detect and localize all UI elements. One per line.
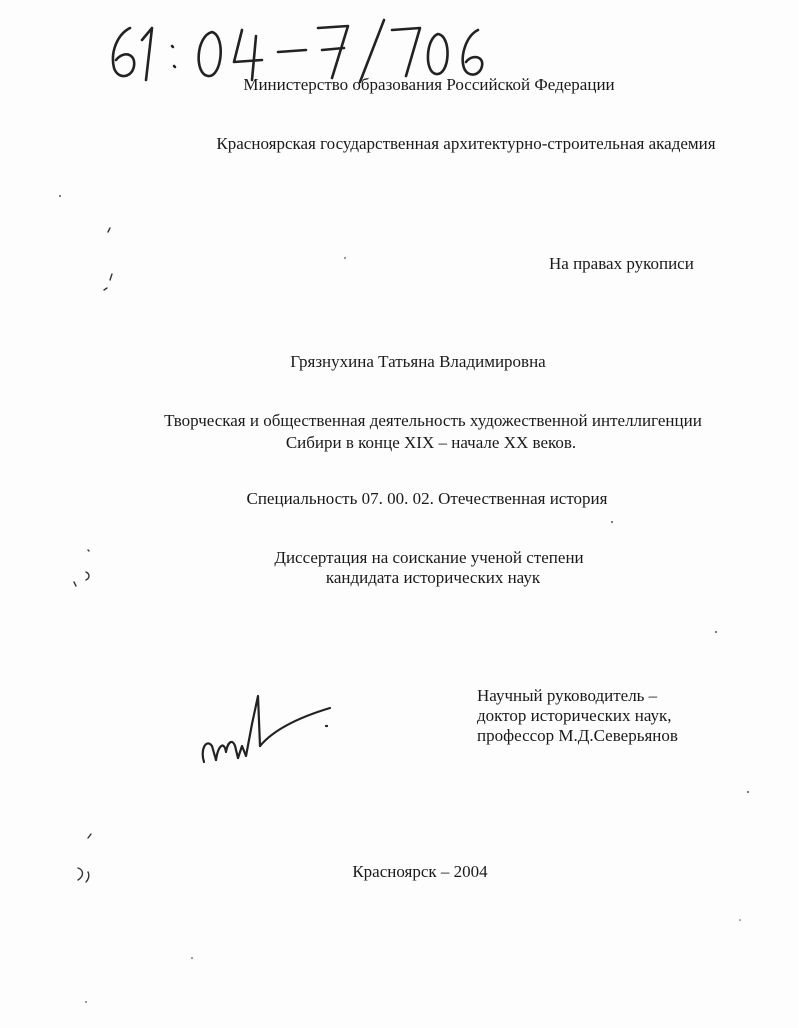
degree-line1: Диссертация на соискание ученой степени bbox=[274, 548, 584, 567]
supervisor-name: профессор М.Д.Северьянов bbox=[477, 726, 678, 745]
author-name: Грязнухина Татьяна Владимировна bbox=[290, 352, 546, 371]
supervisor-degree: доктор исторических наук, bbox=[477, 706, 672, 725]
dissertation-title-line2: Сибири в конце XIX – начале XX веков. bbox=[285, 433, 577, 452]
dissertation-title-line1: Творческая и общественная деятельность художественной интеллигенции bbox=[164, 411, 702, 430]
place-and-year: Красноярск – 2004 bbox=[352, 862, 488, 881]
degree-line2: кандидата исторических наук bbox=[325, 568, 541, 587]
ministry-heading: Министерство образования Российской Федерации bbox=[243, 75, 615, 94]
supervisor-role: Научный руководитель – bbox=[477, 686, 658, 705]
academy-heading: Красноярская государственная архитектурно-строительная академия bbox=[216, 134, 716, 153]
manuscript-rights-label: На правах рукописи bbox=[549, 254, 694, 273]
specialty-line: Специальность 07. 00. 02. Отечественная история bbox=[246, 489, 608, 508]
